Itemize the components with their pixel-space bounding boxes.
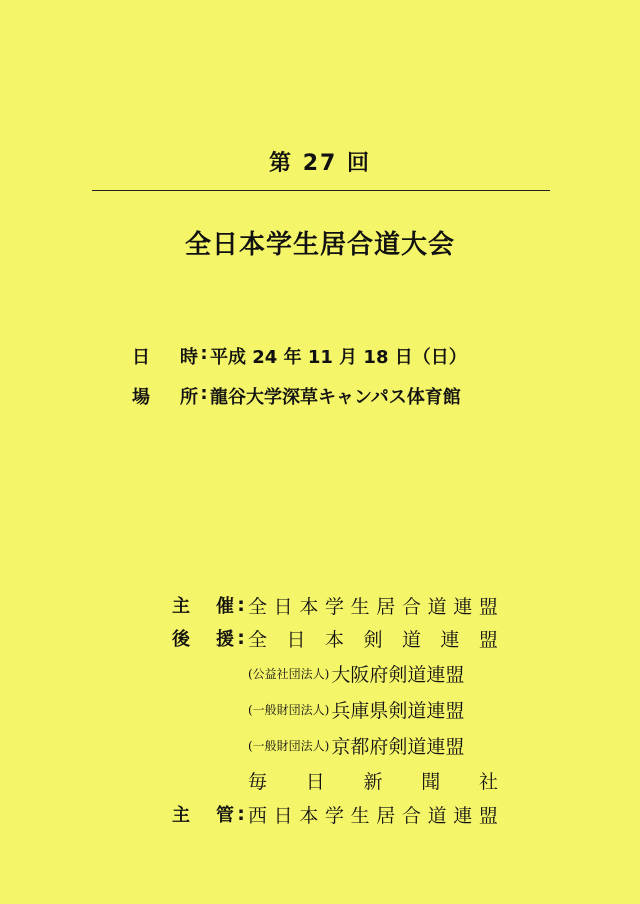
support-char: 道 bbox=[401, 628, 421, 651]
host-char: 本 bbox=[299, 595, 319, 618]
venue-label-char-2: 所 bbox=[180, 387, 198, 408]
manager-label-char-2: 管 bbox=[216, 805, 234, 826]
support-char: 本 bbox=[324, 628, 344, 651]
date-label-char-1: 日 bbox=[132, 347, 150, 368]
venue-label-char-1: 場 bbox=[132, 387, 150, 408]
host-char: 全 bbox=[248, 595, 268, 618]
date-row bbox=[132, 343, 467, 369]
host-char: 居 bbox=[376, 595, 396, 618]
host-label-char-1: 主 bbox=[172, 596, 190, 617]
support-kyoto-prefix: (一般財団法人) bbox=[248, 738, 330, 753]
venue-label bbox=[132, 383, 198, 409]
manager-name bbox=[248, 801, 498, 828]
divider-line bbox=[92, 190, 550, 191]
support-colon: : bbox=[237, 627, 245, 649]
support-char: 連 bbox=[440, 628, 460, 651]
event-title: 全日本学生居合道大会 bbox=[184, 230, 455, 260]
support-row-osaka bbox=[172, 658, 498, 688]
support-osaka-prefix: (公益社団法人) bbox=[248, 666, 330, 681]
host-char: 学 bbox=[324, 595, 344, 618]
manager-char: 合 bbox=[401, 804, 421, 827]
support-hyogo-name: 兵庫県剣道連盟 bbox=[331, 699, 465, 722]
support-mainichi-name bbox=[248, 767, 498, 794]
manager-char: 本 bbox=[299, 804, 319, 827]
support-kyoto-name: 京都府剣道連盟 bbox=[331, 735, 465, 758]
support-char: 日 bbox=[286, 628, 306, 651]
manager-char: 道 bbox=[427, 804, 447, 827]
host-label-char-2: 催 bbox=[216, 596, 234, 617]
host-char: 盟 bbox=[478, 595, 498, 618]
manager-char: 西 bbox=[248, 804, 268, 827]
date-label-char-2: 時 bbox=[180, 347, 198, 368]
support-row bbox=[172, 623, 498, 653]
date-label bbox=[132, 343, 198, 369]
venue-row bbox=[132, 383, 461, 409]
host-char: 道 bbox=[427, 595, 447, 618]
support-label-char-2: 援 bbox=[216, 629, 234, 650]
manager-char: 連 bbox=[453, 804, 473, 827]
host-char: 生 bbox=[350, 595, 370, 618]
host-name bbox=[248, 592, 498, 619]
venue-value: 龍谷大学深草キャンパス体育館 bbox=[210, 387, 461, 408]
support-label-char-1: 後 bbox=[172, 629, 190, 650]
host-row bbox=[172, 590, 498, 620]
support-row-hyogo bbox=[172, 694, 498, 724]
host-char: 連 bbox=[453, 595, 473, 618]
support-char: 剣 bbox=[363, 628, 383, 651]
manager-label bbox=[172, 801, 234, 827]
manager-char: 居 bbox=[376, 804, 396, 827]
support-label bbox=[172, 625, 234, 651]
venue-colon: : bbox=[200, 383, 208, 404]
support-char: 盟 bbox=[478, 628, 498, 651]
host-char: 合 bbox=[401, 595, 421, 618]
support-hyogo-prefix: (一般財団法人) bbox=[248, 702, 330, 717]
manager-colon: : bbox=[237, 803, 245, 825]
mainichi-char: 聞 bbox=[421, 770, 441, 793]
manager-row bbox=[172, 799, 498, 829]
manager-label-char-1: 主 bbox=[172, 805, 190, 826]
support-osaka-name: 大阪府剣道連盟 bbox=[331, 663, 465, 686]
edition-number: 第 27 回 bbox=[269, 151, 371, 176]
manager-char: 生 bbox=[350, 804, 370, 827]
host-char: 日 bbox=[273, 595, 293, 618]
mainichi-char: 社 bbox=[478, 770, 498, 793]
manager-char: 日 bbox=[273, 804, 293, 827]
host-label bbox=[172, 592, 234, 618]
manager-char: 盟 bbox=[478, 804, 498, 827]
support-name bbox=[248, 625, 498, 652]
date-value: 平成 24 年 11 月 18 日（日） bbox=[210, 347, 467, 368]
mainichi-char: 新 bbox=[363, 770, 383, 793]
support-row-mainichi bbox=[172, 765, 498, 795]
support-char: 全 bbox=[248, 628, 268, 651]
date-colon: : bbox=[200, 343, 208, 364]
support-row-kyoto bbox=[172, 730, 498, 760]
host-colon: : bbox=[237, 594, 245, 616]
mainichi-char: 日 bbox=[305, 770, 325, 793]
manager-char: 学 bbox=[324, 804, 344, 827]
mainichi-char: 毎 bbox=[248, 770, 268, 793]
